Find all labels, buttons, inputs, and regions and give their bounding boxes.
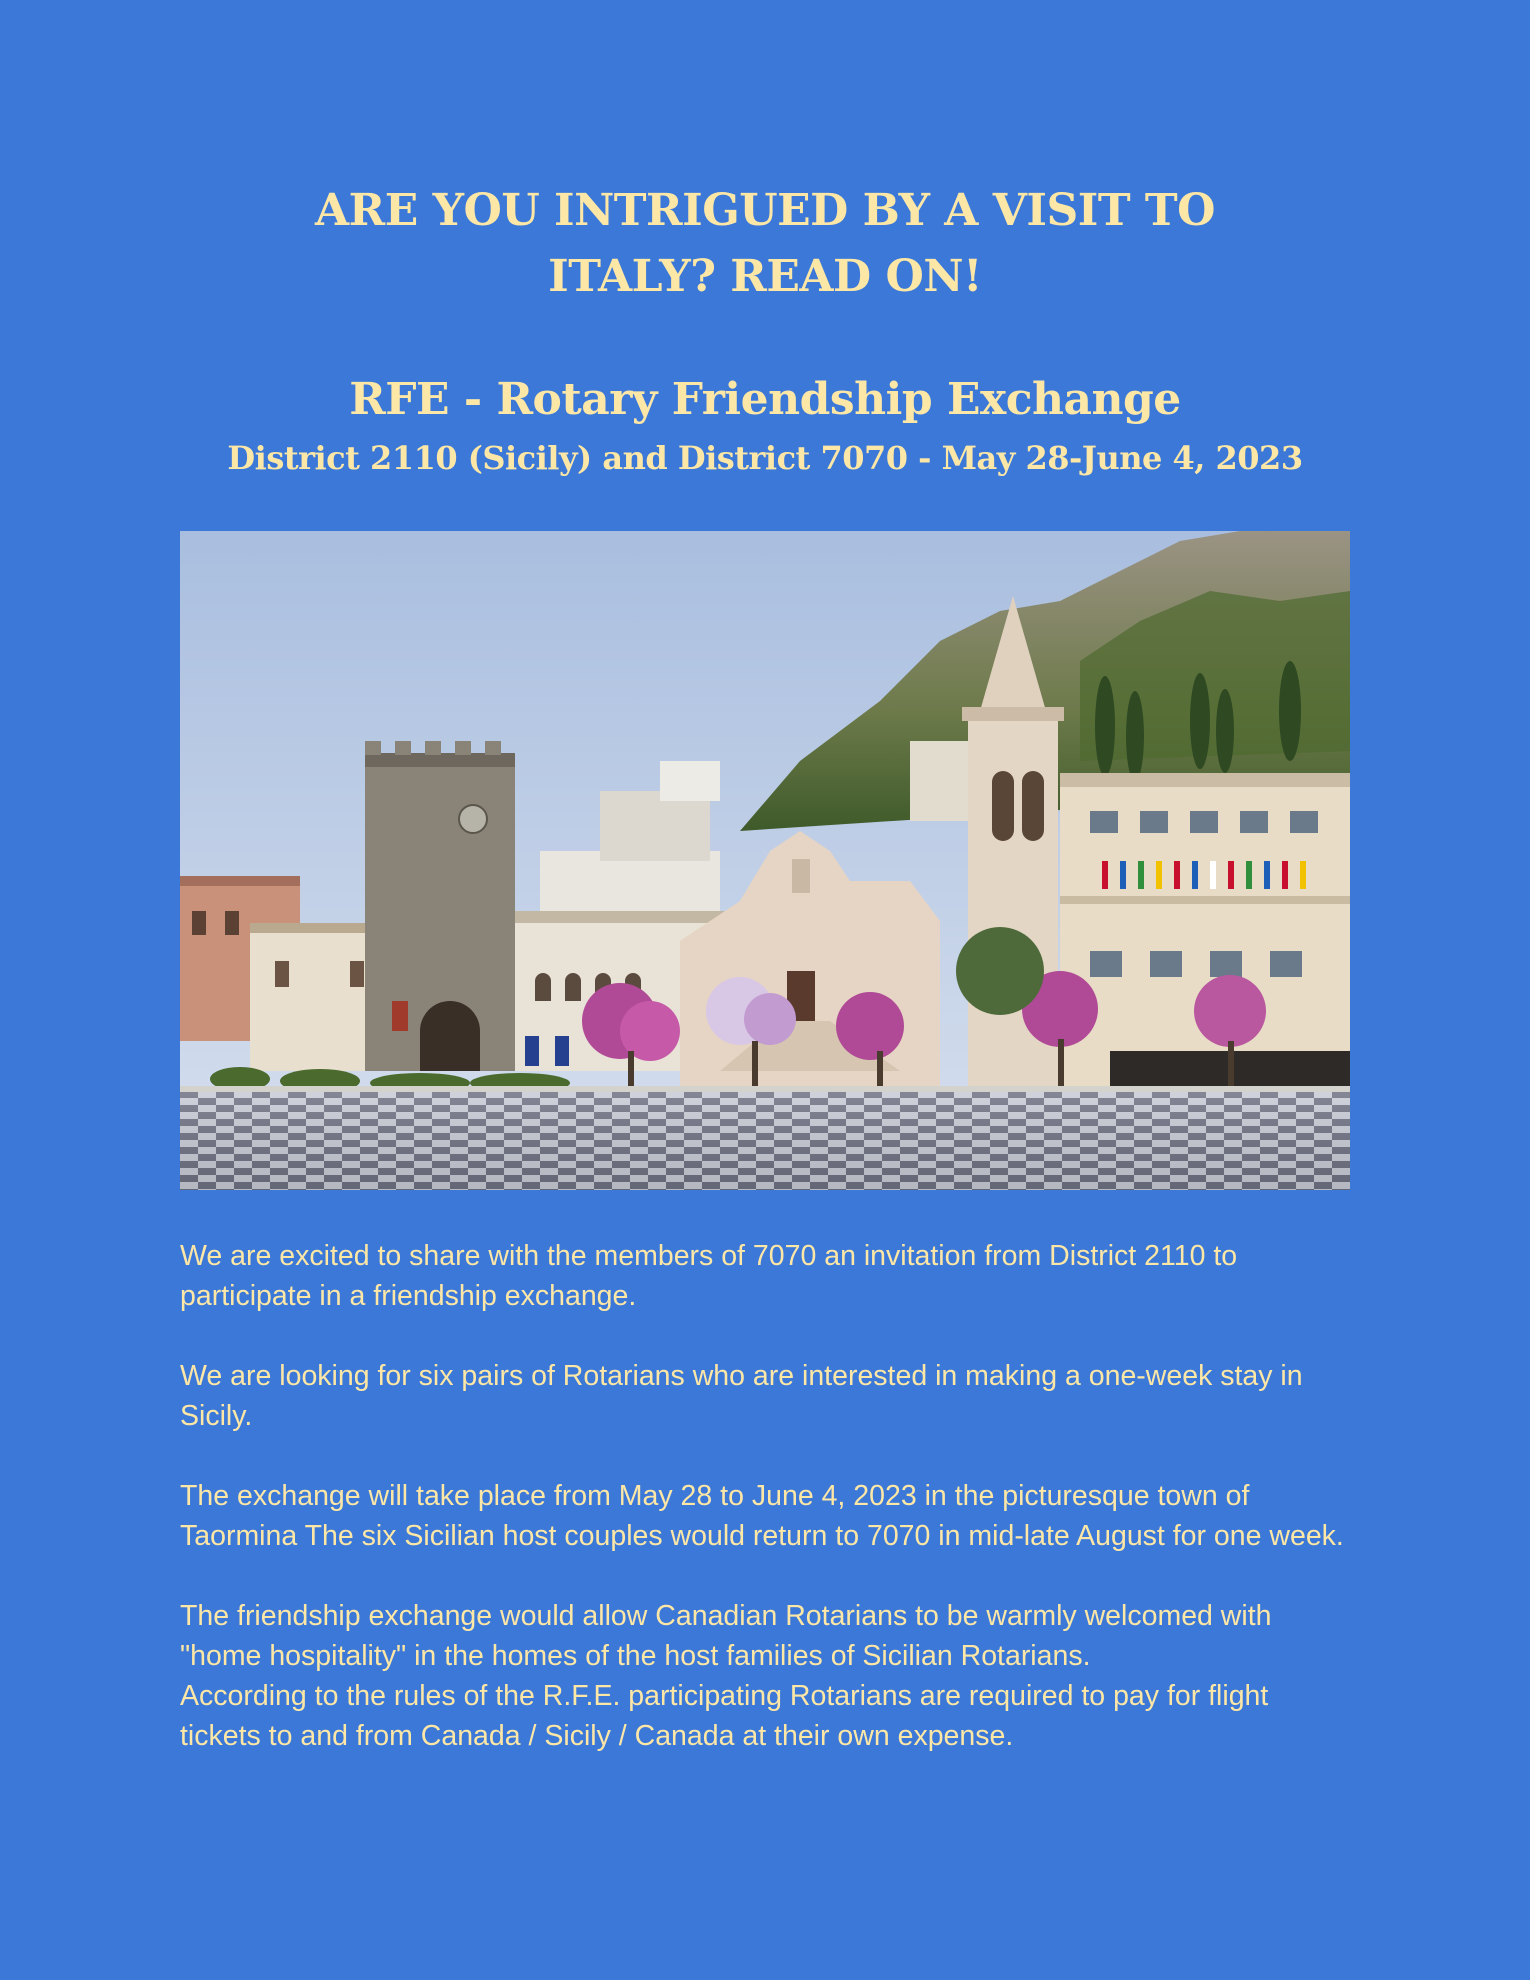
headline-line-2: ITALY? READ ON! (548, 251, 982, 302)
paragraph-exchange-dates: The exchange will take place from May 28 to June 4, 2023 in the picturesque town of Taormina The six Sicilian host couples would return to 7070 in mid-late August for one week. (180, 1480, 1344, 1552)
paragraph-invitation: We are excited to share with the members of 7070 an invitation from District 2110 to participate in a friendship exchange. (180, 1240, 1238, 1312)
headline-line-1: ARE YOU INTRIGUED BY A VISIT TO (315, 185, 1215, 236)
taormina-piazza-photo (180, 531, 1350, 1190)
district-dates: District 2110 (Sicily) and District 7070 - May 28-June 4, 2023 (227, 439, 1303, 477)
headline (180, 178, 1350, 310)
invitation-body (180, 1236, 1350, 1756)
program-title: RFE - Rotary Friendship Exchange (349, 374, 1181, 425)
paragraph-flight-expense: According to the rules of the R.F.E. participating Rotarians are required to pay for flight tickets to and from Canada / Sicily / Canada at their own expense. (180, 1680, 1269, 1752)
paragraph-home-hospitality: The friendship exchange would allow Canadian Rotarians to be warmly welcomed with "home hospitality" in the homes of the host families of Sicilian Rotarians. (180, 1600, 1272, 1672)
paragraph-six-pairs: We are looking for six pairs of Rotarians who are interested in making a one-week stay in Sicily. (180, 1360, 1303, 1432)
